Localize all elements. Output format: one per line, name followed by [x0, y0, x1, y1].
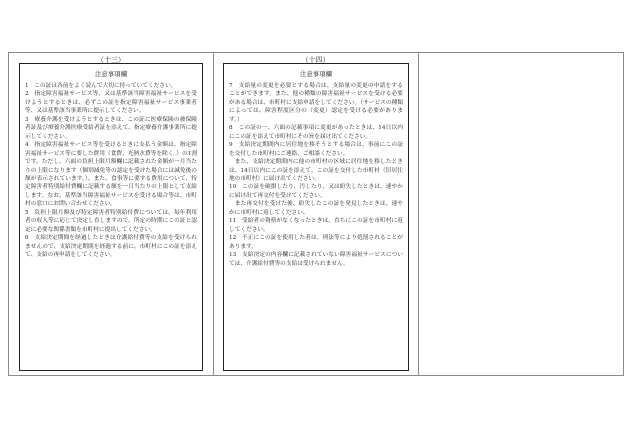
- notice-item: 9 支給決定期間内に居住地を移そうとする場合は、事前にこの証を交付した市町村にご連絡、ご相談ください。: [229, 142, 403, 157]
- notice-item: 7 支給量の変更を必要とする場合は、支給量の変更の申請をすることができます。また、他の種類の障害福祉サービスを受ける必要がある場合は、市町村に支給申請をしてください。（サービスの種類によっては、障害程度区分の（変更）認定を受ける必要があります。）: [229, 83, 403, 123]
- notice-box-left: [19, 63, 203, 371]
- notice-title: 注意事項欄: [300, 70, 332, 78]
- notice-item: 5 負担上限月額及び特定障害者特別給付費については、毎年利用者の収入等に応じて決定し直しますので、所定の時期にこの証と認定に必要な関係書類を市町村に提出してください。: [25, 209, 197, 233]
- notice-item: また、支給決定期間内に他の市町村の区域に居住地を移したときは、14日以内にこの証を添えて、この証を交付した市町村（旧居住地の市町村）に届け出てください。: [229, 159, 403, 182]
- notice-item: 3 療養介護を受けようとするときは、この証に医療保険の被保険者証及び療養介護医療受給者証を添えて、指定療養介護事業所に提示してください。: [25, 116, 197, 140]
- page-divider: [213, 53, 214, 375]
- notice-item: 4 指定障害福祉サービス等を受けるときに支払う金額は、指定障害福祉サービス等に要した費用（食費、光熱水費等を除く。）の1割です。ただし、六面の負担上限月額欄に記載された金額が一月当たりの上限になります（個別減免等の認定を受けた場合には減免後の額が表示されています。）。また、食事等に要する費用について、特定障害者特別給付費欄に記載する額を一日当たりの上限として支給します。なお、基準該当障害福祉サービスを受ける場合等は、市町村の窓口にお問い合わせください。: [25, 142, 197, 208]
- notice-item: 8 この証の一、六面の記載事項に変更があったときは、14日以内にこの証を添えて市町村にその旨を届け出てください。: [229, 125, 403, 140]
- notice-item: また再交付を受けた後、紛失したこの証を発見したときは、速やかに市町村に返してください。: [229, 201, 403, 216]
- notice-item: 6 支給決定期間を経過したときは介護給付費等の支給を受けられませんので、支給決定期間を経過する前に、市町村にこの証を添えて、支給の再申請をしてください。: [25, 235, 197, 259]
- notice-item: 1 この証は各前をよく読んで大切に持っていてください。: [25, 83, 177, 89]
- notice-item: 11 受給者の資格がなくなったときは、直ちにこの証を市町村に返してください。: [229, 218, 403, 233]
- document-sheet: [8, 52, 624, 376]
- page-number-label: （十三）: [97, 56, 125, 64]
- notice-item: 13 支給決定の内容欄に記載されていない障害福祉サービスについては、介護給付費等の支給は受けられません。: [229, 252, 403, 267]
- notice-item: 10 この証を破損したり、汚したり、又は紛失したときは、速やかに届け出て再交付を受けてください。: [229, 184, 403, 199]
- page-number-label: （十四）: [301, 56, 330, 64]
- blank-page: [419, 53, 623, 375]
- notice-box-right: [223, 63, 409, 371]
- notice-item: 2 指定障害福祉サービス等、又は基準該当障害福祉サービスを受けようとするときは、必ずこの証を指定障害福祉サービス事業者等、又は基準該当事業所に提示してください。: [25, 91, 197, 115]
- notice-item: 12 不正にこの証を使用した者は、刑法等により処罰されることがあります。: [229, 235, 403, 250]
- notice-title: 注意事項欄: [95, 70, 127, 78]
